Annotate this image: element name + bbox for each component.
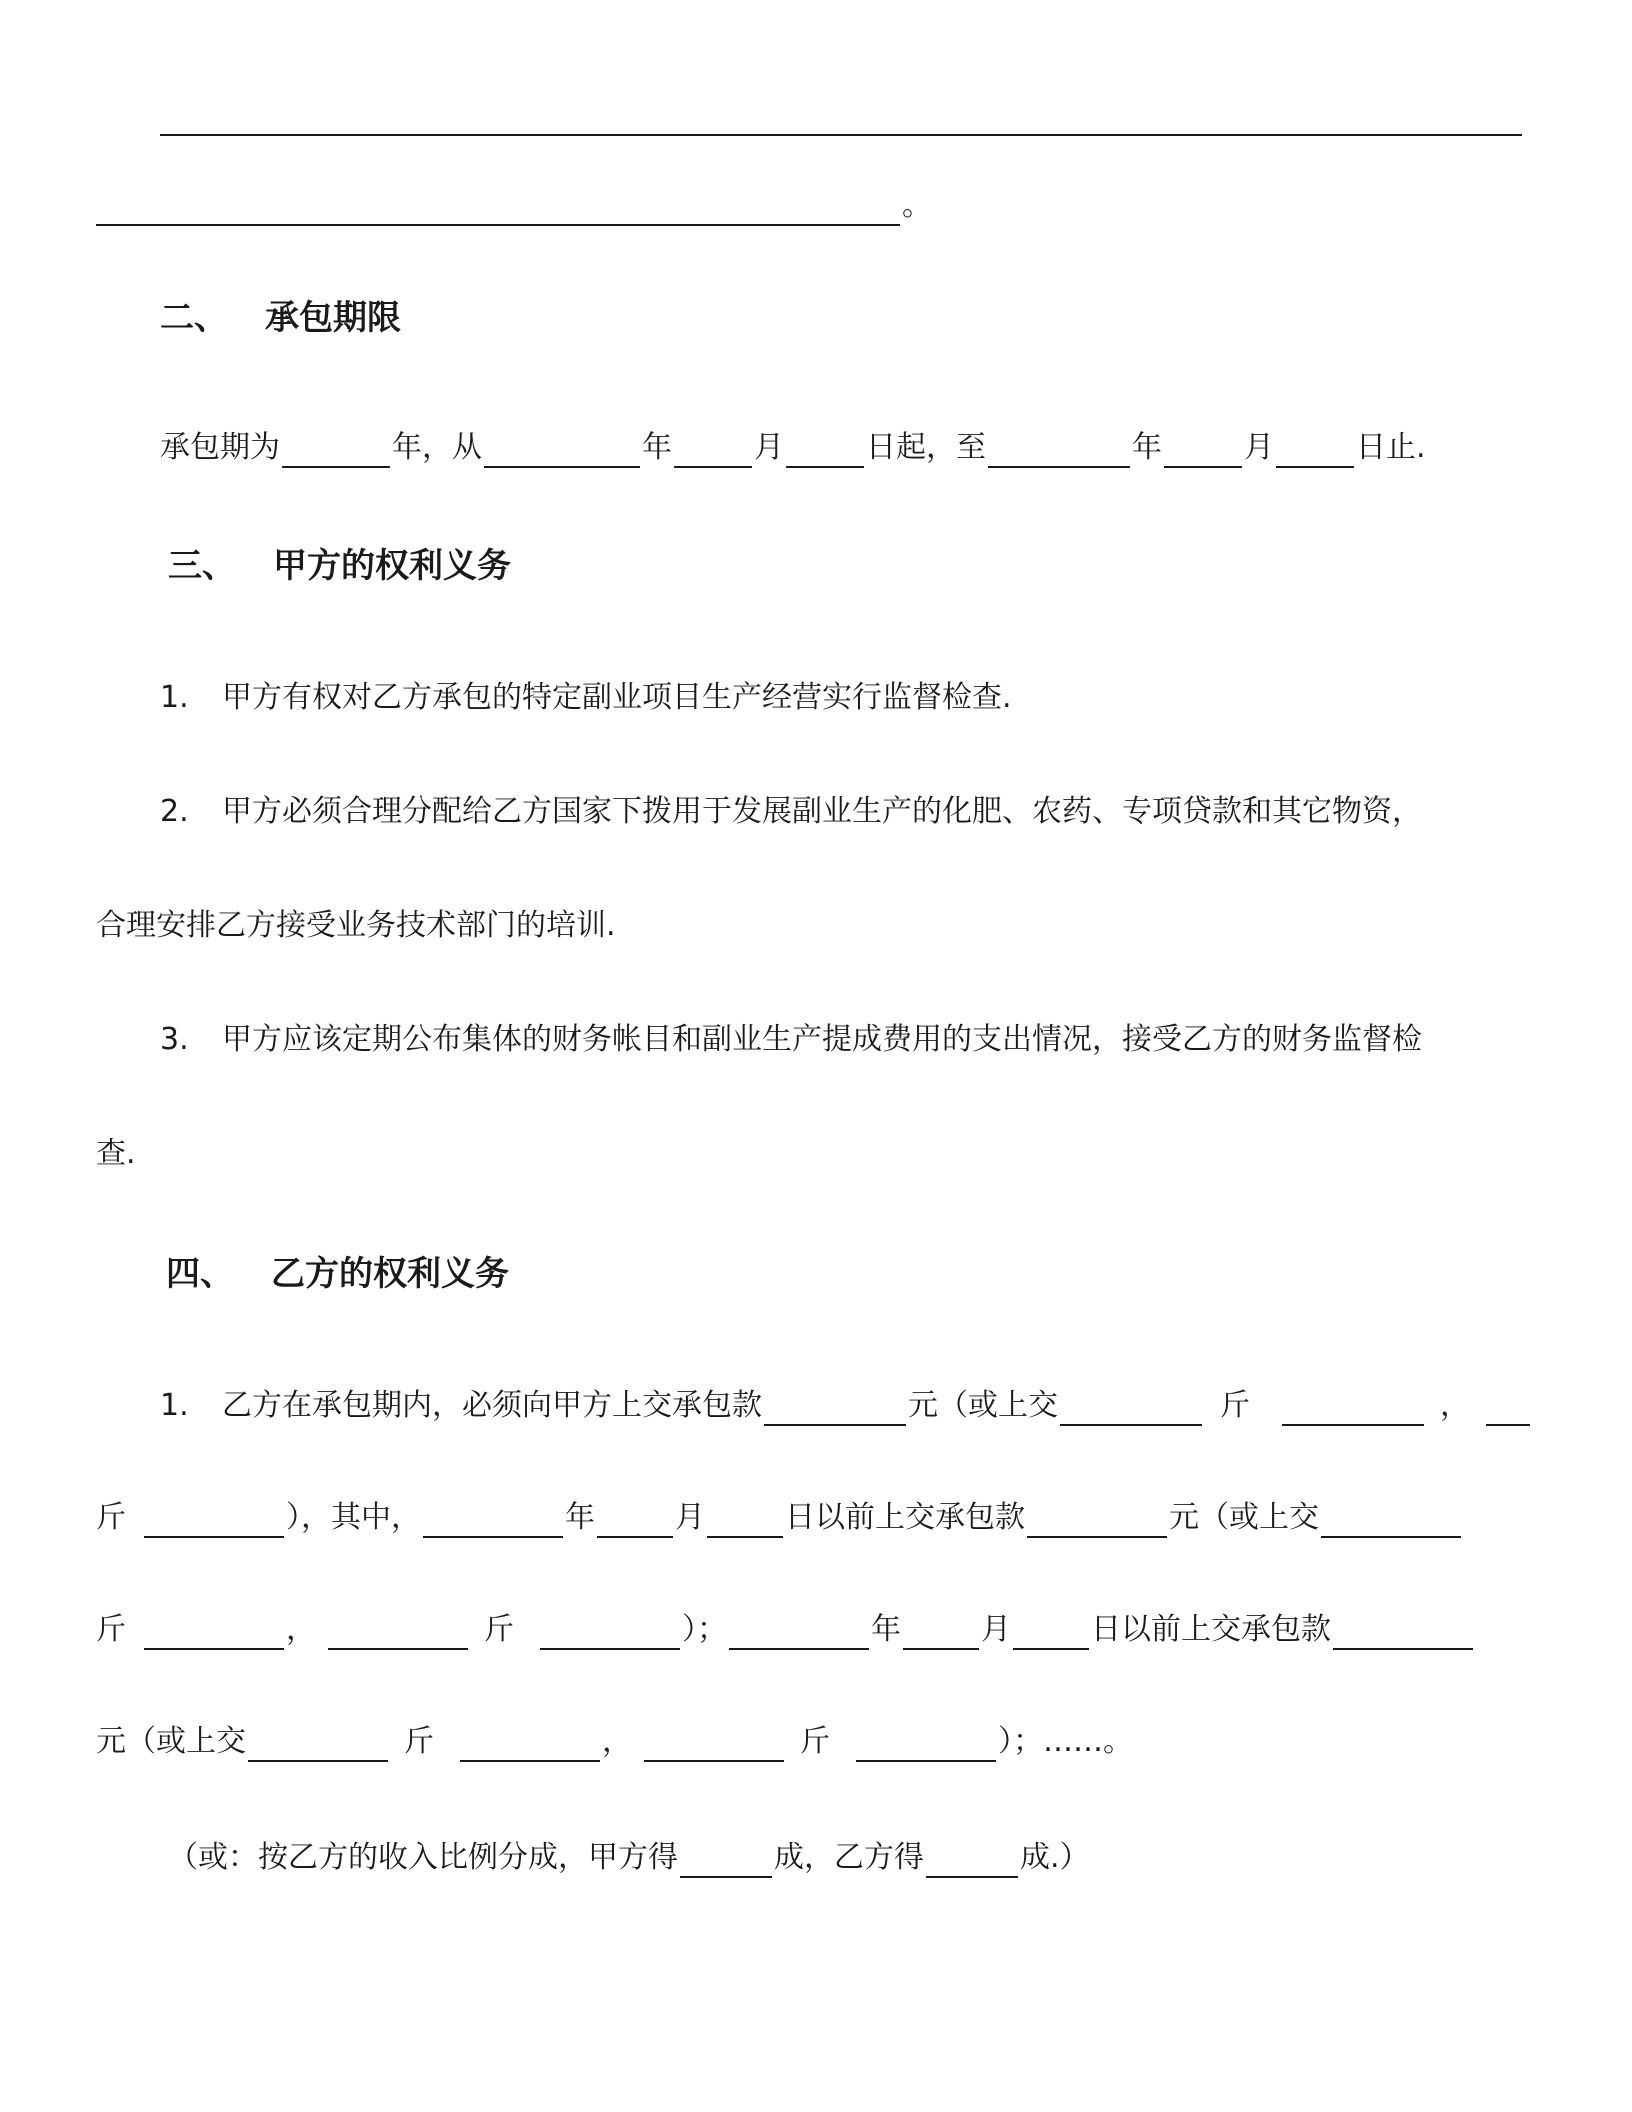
text: 年 bbox=[871, 1612, 901, 1647]
item-number: 1. bbox=[160, 680, 189, 715]
blank-weight[interactable] bbox=[540, 1612, 680, 1650]
text: 月 bbox=[981, 1612, 1011, 1647]
section-heading bbox=[168, 544, 511, 588]
blank-party-a-share[interactable] bbox=[680, 1840, 772, 1878]
text: 斤 bbox=[96, 1500, 126, 1535]
item-text: 甲方有权对乙方承包的特定副业项目生产经营实行监督检查. bbox=[222, 680, 1012, 715]
list-item bbox=[160, 792, 1422, 832]
blank-weight[interactable] bbox=[1282, 1388, 1424, 1426]
section-number: 四、 bbox=[166, 1254, 234, 1294]
text: ， bbox=[1440, 1388, 1470, 1423]
text: 成.） bbox=[1020, 1840, 1090, 1875]
item-number: 1. bbox=[160, 1388, 189, 1423]
text: 日止. bbox=[1356, 430, 1426, 465]
text: 成，乙方得 bbox=[774, 1840, 924, 1875]
end-mark: 。 bbox=[902, 188, 932, 223]
list-item bbox=[160, 1020, 1422, 1060]
text: 元（或上交 bbox=[1169, 1500, 1319, 1535]
blank-weight[interactable] bbox=[856, 1724, 996, 1762]
item-text: 合理安排乙方接受业务技术部门的培训. bbox=[96, 908, 616, 943]
item-text: 甲方必须合理分配给乙方国家下拨用于发展副业生产的化肥、农药、专项贷款和其它物资， bbox=[222, 794, 1422, 829]
text: ， bbox=[602, 1724, 632, 1759]
blank-amount[interactable] bbox=[764, 1388, 906, 1426]
blank-item[interactable] bbox=[644, 1724, 784, 1762]
section-heading bbox=[166, 1252, 509, 1296]
text: 元（或上交 bbox=[908, 1388, 1058, 1423]
blank-day[interactable] bbox=[707, 1500, 783, 1538]
section-title: 承包期限 bbox=[265, 298, 401, 338]
section-title: 乙方的权利义务 bbox=[271, 1254, 509, 1294]
text: （或：按乙方的收入比例分成，甲方得 bbox=[168, 1840, 678, 1875]
item-text: 甲方应该定期公布集体的财务帐目和副业生产提成费用的支出情况，接受乙方的财务监督检 bbox=[222, 1022, 1422, 1057]
text: 斤 bbox=[800, 1724, 830, 1759]
blank-item[interactable] bbox=[328, 1612, 468, 1650]
section-number: 二、 bbox=[160, 298, 228, 338]
text: 承包期为 bbox=[160, 430, 280, 465]
alternative-note bbox=[168, 1838, 1090, 1878]
section-number: 三、 bbox=[168, 546, 236, 586]
blank-start-year[interactable] bbox=[484, 430, 640, 468]
text: 月 bbox=[675, 1500, 705, 1535]
text: ， bbox=[286, 1612, 316, 1647]
blank-item[interactable] bbox=[248, 1724, 388, 1762]
term-paragraph bbox=[160, 428, 1426, 468]
blank-start-month[interactable] bbox=[674, 430, 752, 468]
text: 元（或上交 bbox=[96, 1724, 246, 1759]
list-item-continuation bbox=[96, 906, 616, 946]
list-item bbox=[160, 678, 1012, 718]
text: 月 bbox=[754, 430, 784, 465]
blank-weight[interactable] bbox=[144, 1500, 284, 1538]
section-heading bbox=[160, 296, 401, 340]
blank-day[interactable] bbox=[1013, 1612, 1089, 1650]
blank-end-month[interactable] bbox=[1164, 430, 1242, 468]
text: ）；……。 bbox=[998, 1724, 1133, 1759]
text: 日起，至 bbox=[866, 430, 986, 465]
text: ），其中， bbox=[286, 1500, 421, 1535]
text: 月 bbox=[1244, 430, 1274, 465]
item-number: 3. bbox=[160, 1022, 189, 1057]
blank-line[interactable] bbox=[96, 188, 900, 226]
blank-year[interactable] bbox=[423, 1500, 563, 1538]
text: 乙方在承包期内，必须向甲方上交承包款 bbox=[222, 1388, 762, 1423]
blank-item[interactable] bbox=[1321, 1500, 1461, 1538]
list-item-continuation bbox=[96, 1498, 1463, 1538]
blank-amount[interactable] bbox=[1027, 1500, 1167, 1538]
text: 斤 bbox=[484, 1612, 514, 1647]
list-item-continuation bbox=[96, 1134, 136, 1174]
continuation-line bbox=[96, 186, 932, 226]
list-item bbox=[160, 1386, 1532, 1426]
text: 日以前上交承包款 bbox=[785, 1500, 1025, 1535]
blank-line[interactable] bbox=[160, 134, 1522, 136]
item-text: 查. bbox=[96, 1136, 136, 1171]
text: 斤 bbox=[1220, 1388, 1250, 1423]
blank-item[interactable] bbox=[1486, 1388, 1530, 1426]
list-item-continuation bbox=[96, 1722, 1133, 1762]
blank-end-day[interactable] bbox=[1276, 430, 1354, 468]
blank-year[interactable] bbox=[729, 1612, 869, 1650]
blank-end-year[interactable] bbox=[988, 430, 1130, 468]
text: 斤 bbox=[96, 1612, 126, 1647]
blank-amount[interactable] bbox=[1333, 1612, 1473, 1650]
blank-weight[interactable] bbox=[460, 1724, 600, 1762]
blank-weight[interactable] bbox=[144, 1612, 284, 1650]
blank-month[interactable] bbox=[597, 1500, 673, 1538]
text: 年 bbox=[642, 430, 672, 465]
blank-years[interactable] bbox=[282, 430, 390, 468]
text: 日以前上交承包款 bbox=[1091, 1612, 1331, 1647]
item-number: 2. bbox=[160, 794, 189, 829]
blank-start-day[interactable] bbox=[786, 430, 864, 468]
section-title: 甲方的权利义务 bbox=[273, 546, 511, 586]
text: 年 bbox=[565, 1500, 595, 1535]
text: 斤 bbox=[404, 1724, 434, 1759]
text: 年 bbox=[1132, 430, 1162, 465]
text: 年，从 bbox=[392, 430, 482, 465]
text: ）； bbox=[682, 1612, 727, 1647]
blank-party-b-share[interactable] bbox=[926, 1840, 1018, 1878]
list-item-continuation bbox=[96, 1610, 1475, 1650]
blank-month[interactable] bbox=[903, 1612, 979, 1650]
blank-item[interactable] bbox=[1060, 1388, 1202, 1426]
